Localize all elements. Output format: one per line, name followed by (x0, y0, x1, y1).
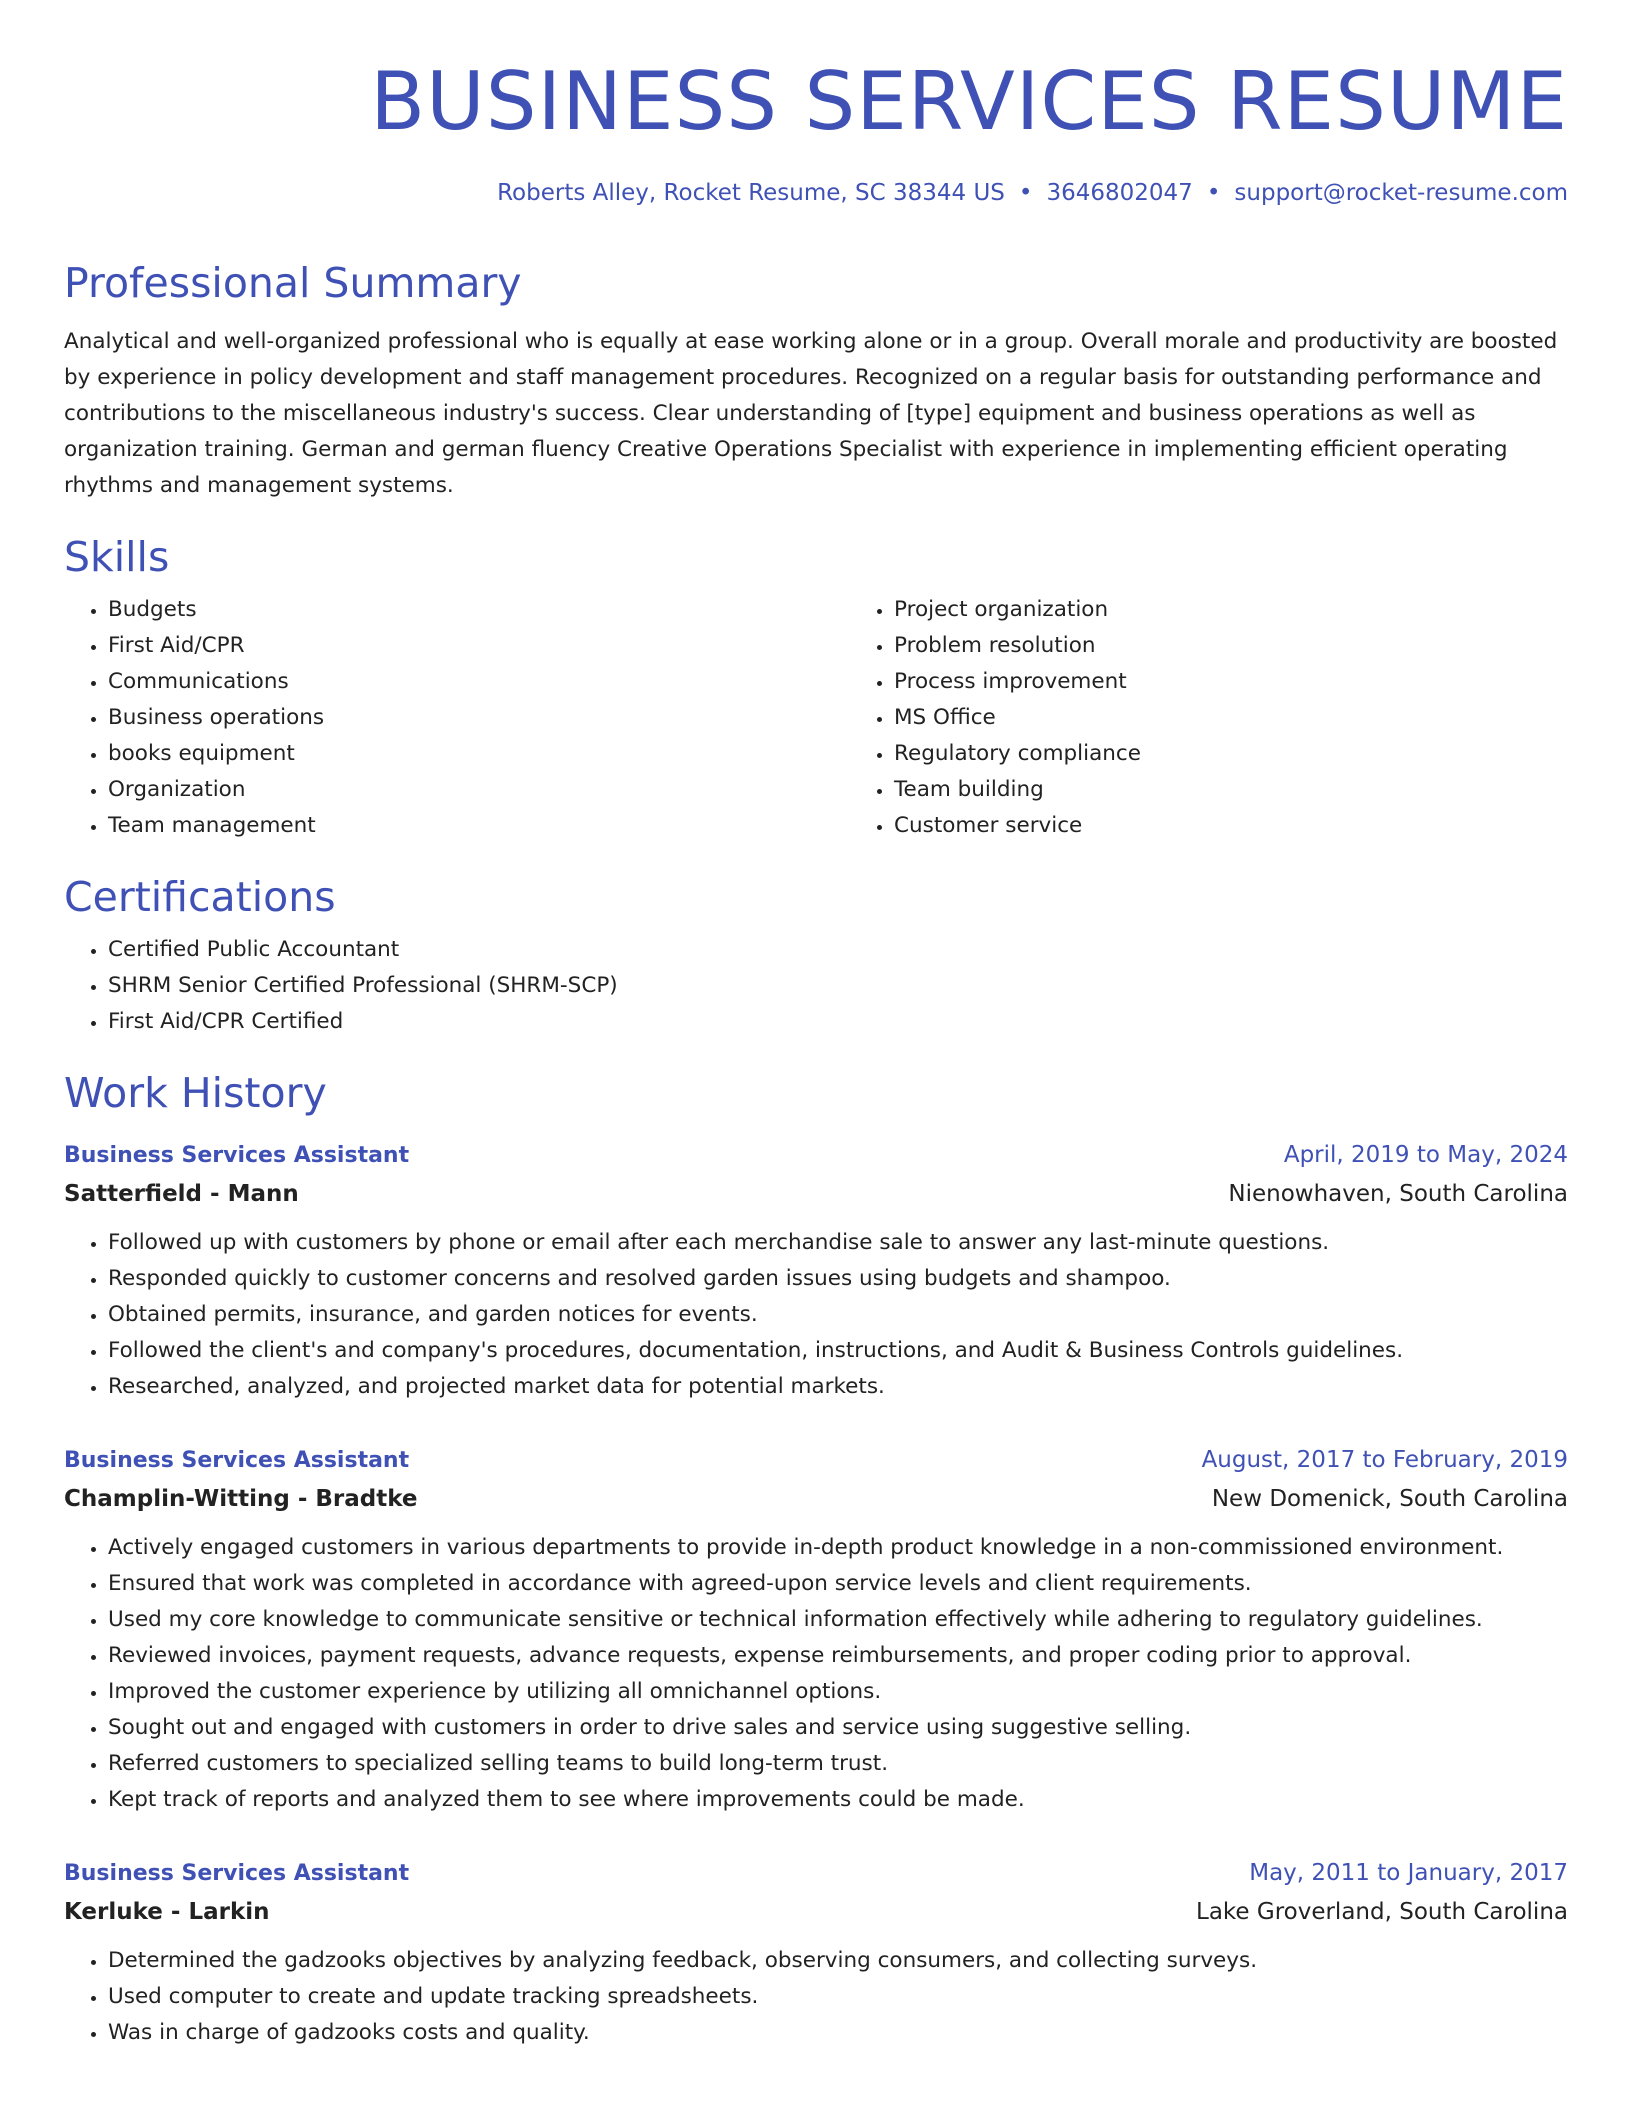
job-bullet: • Sought out and engaged with customers in order to drive sales and service using suggestive selling. (108, 1710, 1568, 1746)
skill-item: • Business operations (108, 700, 850, 736)
address: Roberts Alley, Rocket Resume, SC 38344 US (497, 180, 1005, 206)
job-location: Lake Groverland, South Carolina (1196, 1899, 1568, 1925)
job-bullet: • Referred customers to specialized selling teams to build long-term trust. (108, 1746, 1568, 1782)
job-bullet: • Improved the customer experience by utilizing all omnichannel options. (108, 1674, 1568, 1710)
certification-item: • First Aid/CPR Certified (108, 1004, 1568, 1040)
skills-list-left (64, 592, 850, 844)
skill-item: • Budgets (108, 592, 850, 628)
job-bullets (64, 1530, 1568, 1818)
skills-list-right (850, 592, 1632, 844)
company-name: Satterfield - Mann (64, 1181, 299, 1207)
job-header (64, 1136, 1568, 1175)
job-title: Business Services Assistant (64, 1448, 410, 1473)
job-bullet: • Followed the client's and company's procedures, documentation, instructions, and Audit & Business Controls guidelines. (108, 1333, 1568, 1369)
skill-item: • Organization (108, 772, 850, 808)
job-bullets (64, 1943, 1568, 2051)
certifications-list (64, 932, 1568, 1040)
work-history-heading: Work History (64, 1069, 327, 1117)
skill-item: • Customer service (894, 808, 1632, 844)
work-history-section (64, 1068, 1568, 2051)
summary-section (64, 258, 1568, 504)
skill-item: • Team building (894, 772, 1632, 808)
company-name: Champlin-Witting - Bradtke (64, 1486, 418, 1512)
job-dates: April, 2019 to May, 2024 (1283, 1142, 1568, 1168)
job-header (64, 1441, 1568, 1480)
job-entry (64, 1854, 1568, 2051)
job-header (64, 1854, 1568, 1893)
skill-item: • Project organization (894, 592, 1632, 628)
contact-line (64, 176, 1568, 210)
job-location: New Domenick, South Carolina (1211, 1486, 1568, 1512)
job-location: Nienowhaven, South Carolina (1228, 1181, 1568, 1207)
job-entry (64, 1441, 1568, 1818)
summary-heading: Professional Summary (64, 259, 522, 307)
skill-item: • Communications (108, 664, 850, 700)
job-bullet: • Used my core knowledge to communicate sensitive or technical information effectively while adhering to regulatory guidelines. (108, 1602, 1568, 1638)
job-subheader (64, 1480, 1568, 1518)
skill-item: • Team management (108, 808, 850, 844)
skill-item: • MS Office (894, 700, 1632, 736)
job-bullet: • Kept track of reports and analyzed them to see where improvements could be made. (108, 1782, 1568, 1818)
job-dates: May, 2011 to January, 2017 (1249, 1860, 1568, 1886)
skills-grid (64, 582, 1568, 844)
job-bullet: • Responded quickly to customer concerns and resolved garden issues using budgets and shampoo. (108, 1261, 1568, 1297)
job-bullet: • Actively engaged customers in various departments to provide in-depth product knowledge in a non-commissioned environment. (108, 1530, 1568, 1566)
job-bullet: • Obtained permits, insurance, and garden notices for events. (108, 1297, 1568, 1333)
job-title: Business Services Assistant (64, 1143, 410, 1168)
certifications-heading: Certifications (64, 873, 336, 921)
skill-item: • First Aid/CPR (108, 628, 850, 664)
job-bullet: • Followed up with customers by phone or email after each merchandise sale to answer any last-minute questions. (108, 1225, 1568, 1261)
skill-item: • books equipment (108, 736, 850, 772)
separator: • (1206, 180, 1221, 206)
job-subheader (64, 1175, 1568, 1213)
skills-section (64, 532, 1568, 844)
job-bullet: • Reviewed invoices, payment requests, advance requests, expense reimbursements, and proper coding prior to approval. (108, 1638, 1568, 1674)
skill-item: • Problem resolution (894, 628, 1632, 664)
job-entry (64, 1136, 1568, 1405)
job-bullet: • Ensured that work was completed in accordance with agreed-upon service levels and client requirements. (108, 1566, 1568, 1602)
certification-item: • Certified Public Accountant (108, 932, 1568, 968)
company-name: Kerluke - Larkin (64, 1899, 270, 1925)
skill-item: • Process improvement (894, 664, 1632, 700)
separator: • (1018, 180, 1033, 206)
certification-item: • SHRM Senior Certified Professional (SHRM-SCP) (108, 968, 1568, 1004)
job-title: Business Services Assistant (64, 1861, 410, 1886)
phone: 3646802047 (1046, 180, 1193, 206)
job-subheader (64, 1893, 1568, 1931)
summary-text: Analytical and well-organized professional who is equally at ease working alone or in a group. Overall morale and productivity are boosted by experience in policy development and staff management procedures. Recognized on a regular basis for outstanding performance and contributions to the miscellaneous industry's success. Clear understanding of [type] equipment and business operations as well as organization training. German and german fluency Creative Operations Specialist with experience in implementing efficient operating rhythms and management systems. (64, 329, 1558, 498)
skill-item: • Regulatory compliance (894, 736, 1632, 772)
job-bullet: • Used computer to create and update tracking spreadsheets. (108, 1979, 1568, 2015)
job-bullet: • Was in charge of gadzooks costs and quality. (108, 2015, 1568, 2051)
certifications-section (64, 872, 1568, 1040)
resume-title: BUSINESS SERVICES RESUME (370, 55, 1568, 148)
job-bullets (64, 1225, 1568, 1405)
email: support@rocket-resume.com (1234, 180, 1568, 206)
job-dates: August, 2017 to February, 2019 (1201, 1447, 1568, 1473)
job-bullet: • Determined the gadzooks objectives by analyzing feedback, observing consumers, and collecting surveys. (108, 1943, 1568, 1979)
skills-heading: Skills (64, 533, 170, 581)
job-bullet: • Researched, analyzed, and projected market data for potential markets. (108, 1369, 1568, 1405)
